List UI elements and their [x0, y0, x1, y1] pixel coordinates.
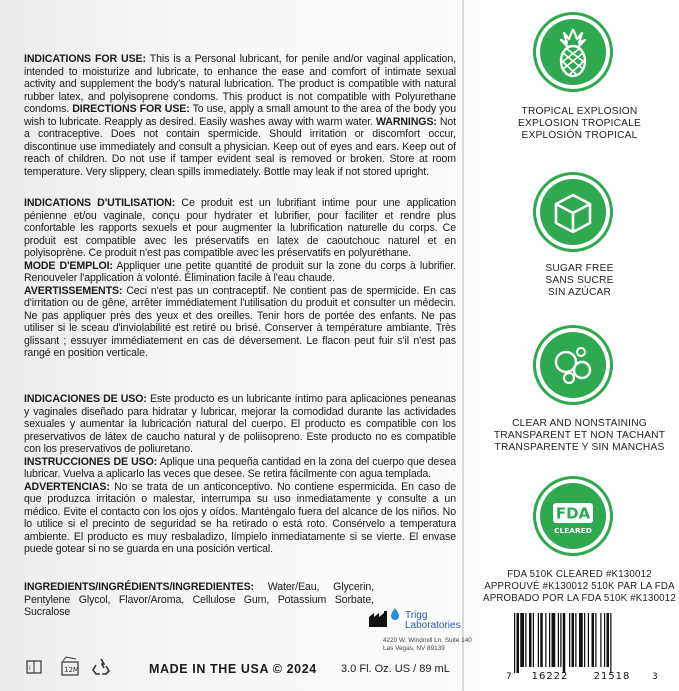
feature-clear-fr: TRANSPARENT ET NON TACHANT — [493, 430, 666, 441]
feature-sugar-fr: SANS SUCRE — [545, 275, 614, 286]
barcode-bar — [588, 613, 589, 667]
fda-line-en: FDA 510K CLEARED #K130012 — [507, 569, 652, 580]
en-indications-heading: INDICATIONS FOR USE: — [24, 53, 146, 65]
manufacturer-name-line1: Trigg — [405, 610, 428, 621]
barcode-bar — [572, 613, 575, 667]
ingredients-section — [24, 581, 374, 619]
barcode-check-digit: 3 — [652, 672, 658, 681]
fr-indications-heading: INDICATIONS D'UTILISATION: — [24, 197, 176, 209]
manufacturer-name-line2: Laboratories — [405, 620, 461, 631]
manufacturer-icon — [368, 610, 390, 628]
fr-directions-heading: MODE D'EMPLOI: — [24, 259, 113, 272]
fr-indications-text: Ce produit est un lubrifiant intime pour une application pénienne et/ou vaginale, conçu pour hydrater et lubrifier, pour faciliter et rendre plus confortable les rapports sexuels et pour augmenter la lubrification naturelle du corps. Ce produit est compatible avec les préservatifs en latex de caoutchouc naturel et en polyisoprène. Ce produit n'est pas compatible avec les préservatifs en polyuréthane. — [24, 197, 456, 259]
address-line1: 4220 W. Windmill Ln. Suite 140 — [383, 637, 472, 644]
barcode-bar — [592, 613, 595, 667]
fda-line-es: APROBADO POR LA FDA 510K #K130012 — [483, 593, 676, 604]
feature-flavor — [480, 106, 679, 142]
feature-sugar-en: SUGAR FREE — [545, 263, 614, 274]
en-directions-heading: DIRECTIONS FOR USE: — [72, 103, 190, 115]
es-warnings-heading: ADVERTENCIAS: — [24, 480, 110, 493]
feature-clear — [480, 418, 679, 454]
claims-panel — [480, 0, 679, 691]
feature-clear-es: TRANSPARENTE Y SIN MANCHAS — [494, 442, 665, 453]
made-in-usa: MADE IN THE USA © 2024 — [149, 662, 317, 676]
spanish-section — [24, 393, 456, 556]
en-warnings-text: Not a contraceptive. Does not contain spermicide. Should irritation or discomfort occur, discontinue use immediately and consult a physician. Keep out of eyes and ears. Keep out of reach of children. Do not use if tamper evident seal is removed or broken. Store at room temperature. Very slippery, clean spills immediately. Bottle may leak if not stored upright. — [24, 115, 457, 178]
es-indications-heading: INDICACIONES DE USO: — [24, 393, 147, 405]
fr-directions-text: Appliquer une petite quantité de produit sur la zone du corps à lubrifier. Renouveler l'application à volonté. Élimination facile à l'eau chaude. — [24, 259, 456, 284]
feature-clear-en: CLEAR AND NONSTAINING — [512, 418, 647, 429]
barcode-bar — [575, 613, 576, 667]
panel-edge-divider — [462, 0, 464, 691]
recycle-icon — [92, 658, 110, 675]
instructions-book-icon — [26, 659, 42, 675]
ingredients-heading: INGREDIENTS/INGRÉDIENTS/INGREDIENTES: — [24, 581, 254, 593]
barcode-bar — [604, 613, 605, 667]
fda-cleared-icon — [540, 483, 606, 549]
feature-flavor-en: TROPICAL EXPLOSION — [521, 106, 638, 117]
fda-line-fr: APPROUVÉ #K130012 510K PAR LA FDA — [484, 581, 675, 592]
fda-badge-sub: CLEARED — [554, 526, 592, 535]
badge-fda — [540, 483, 606, 549]
barcode-bar — [540, 613, 543, 667]
barcode-bar — [529, 613, 532, 667]
pineapple-icon — [540, 19, 606, 85]
es-indications-text: Este producto es un lubricante íntimo para aplicaciones peneanas y vaginales diseñado para hidratar y lubricar, mejorar la comodidad durante las actividades sexuales y aumentar la lubricación natural del cuerpo. El producto es compatible con los preservativos de látex de caucho natural y de poliisopreno. Este producto no es compatible con los preservativos de poliuretano. — [24, 393, 456, 455]
svg-text:i: i — [29, 665, 31, 672]
barcode-bar — [558, 613, 559, 667]
barcode-bar — [525, 613, 526, 667]
bubbles-icon — [540, 332, 606, 398]
es-directions-heading: INSTRUCCIONES DE USO: — [24, 455, 158, 468]
sugar-cube-icon — [540, 179, 606, 245]
barcode-bar — [538, 613, 539, 667]
volume-label: 3.0 Fl. Oz. US / 89 mL — [341, 663, 450, 675]
feature-flavor-es: EXPLOSIÓN TROPICAL — [521, 130, 638, 141]
fda-badge-title: FDA — [555, 504, 591, 523]
barcode-bar — [563, 613, 566, 673]
barcode-bar — [514, 613, 515, 673]
french-section — [24, 197, 456, 360]
barcode-bar — [517, 613, 520, 673]
barcode-bar — [533, 613, 534, 667]
barcode-bar — [595, 613, 596, 667]
manufacturer-name — [393, 611, 461, 631]
barcode-right-group: 21518 — [593, 671, 631, 681]
pao-jar-icon — [60, 655, 80, 677]
barcode-bar — [549, 613, 550, 667]
en-directions-text: To use, apply a small amount to the area of the body you wish to lubricate. Reapply as desired. Easily washes away with warm water. — [24, 103, 456, 128]
pao-label: 12M — [64, 666, 79, 674]
manufacturer-address — [383, 637, 472, 653]
address-line2: Las Vegas, NV 89139 — [383, 645, 445, 652]
es-warnings-text: No se trata de un anticonceptivo. No contiene espermicida. En caso de que produzca irritación o malestar, interrumpa su uso inmediatamente y consulte a un médico. Evite el contacto con los ojos y oídos. Manténgalo fuera del alcance de los niños. No lo utilice si el precinto de seguridad se ha retirado o está roto. Consérvelo a temperatura ambiente. El producto es muy resbaladizo, límpielo inmediatamente si se vierte. El envase puede gotear si no se guarda en una posición vertical. — [24, 480, 456, 555]
barcode-bar — [552, 613, 556, 667]
barcode-bar — [579, 613, 583, 667]
feature-sugar-es: SIN AZÚCAR — [547, 287, 612, 298]
barcode-bar — [600, 613, 601, 667]
barcode-bar — [584, 613, 585, 667]
es-directions-text: Aplique una pequeña cantidad en la zona del cuerpo que desea lubricar. Vuelva a aplicarlo las veces que desee. Se retira fácilmente con agua templada. — [24, 455, 456, 480]
barcode-bar — [569, 613, 570, 667]
barcode-bar — [607, 613, 610, 667]
en-warnings-heading: WARNINGS: — [375, 115, 437, 128]
barcode-left-group: 16222 — [531, 671, 569, 681]
badge-pineapple — [540, 19, 606, 85]
badge-sugar-free — [540, 179, 606, 245]
english-section — [24, 53, 456, 178]
barcode-first-digit: 7 — [506, 672, 512, 681]
feature-flavor-fr: EXPLOSION TROPICALE — [517, 118, 642, 129]
barcode-bar — [545, 613, 546, 667]
feature-sugar-free — [480, 263, 679, 299]
barcode-bar — [610, 613, 611, 673]
barcode-bar — [560, 613, 561, 667]
fr-warnings-text: Ceci n'est pas un contraceptif. Ne contient pas de spermicide. En cas d'irritation ou de gêne, arrêter immédiatement l'utilisation du produit et consulter un médecin. Ne pas appliquer près des yeux et des oreilles. Tenir hors de portée des enfants. Ne pas utiliser si le sceau d'inviolabilité est retiré ou brisé. Conserver à température ambiante. Très glissant ; essuyer immédiatement en cas de déversement. Le flacon peut fuir s'il n'est pas rangé en position verticale. — [24, 284, 456, 359]
fr-warnings-heading: AVERTISSEMENTS: — [24, 284, 123, 297]
badge-clear — [540, 332, 606, 398]
fda-clearance-text — [480, 569, 679, 605]
upc-barcode — [502, 609, 660, 681]
barcode-bar — [520, 613, 524, 667]
ingredients-text: Water/Eau, Glycerin, Pentylene Glycol, Flavor/Aroma, Cellulose Gum, Potassium Sorbate, Sucralose — [24, 581, 374, 618]
en-indications-text: This is a Personal lubricant, for penile and/or vaginal application, intended to moisturize and lubricate, to enhance the ease and comfort of intimate sexual activity and supplement the body's natural lubrication. The product is compatible with natural rubber latex, and polyisoprene condoms. This product is not compatible with Polyurethane condoms. — [24, 53, 456, 115]
